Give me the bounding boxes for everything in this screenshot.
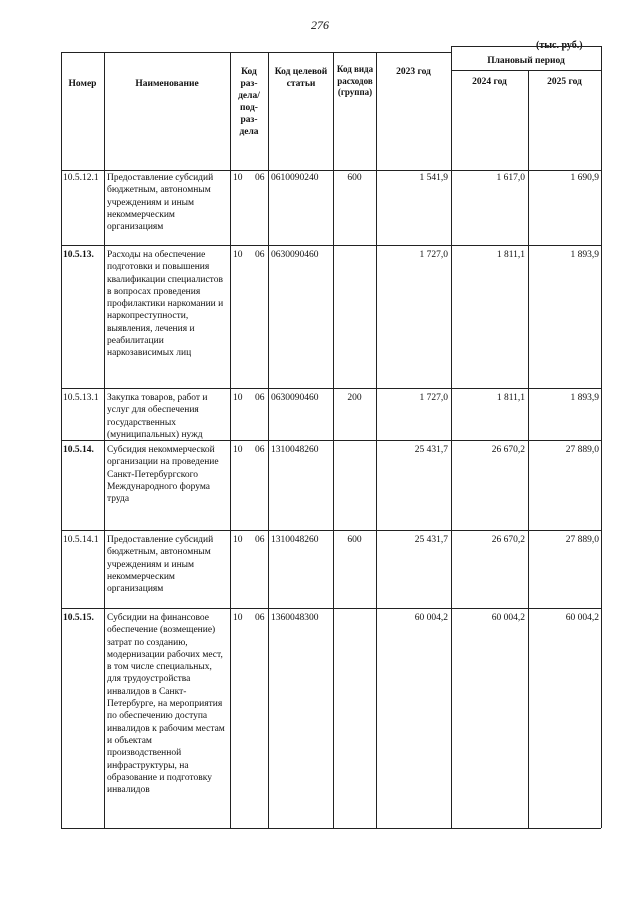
- row-type: 600: [347, 173, 362, 183]
- row-2025: 27 889,0: [565, 535, 599, 545]
- row-2023: 25 431,7: [414, 445, 448, 455]
- row-number: 10.5.15.: [63, 613, 94, 623]
- row-2025: 1 893,9: [570, 393, 599, 403]
- row-number: 10.5.14.1: [63, 535, 99, 545]
- row-2024: 1 811,1: [496, 250, 525, 260]
- row-number: 10.5.13.1: [63, 393, 99, 403]
- row-target: 0610090240: [271, 173, 319, 183]
- row-number: 10.5.13.: [63, 250, 94, 260]
- row-2023: 25 431,7: [414, 535, 448, 545]
- row-2024: 26 670,2: [491, 535, 525, 545]
- row-2025: 60 004,2: [565, 613, 599, 623]
- row-section: 10: [233, 173, 243, 183]
- row-2024: 1 811,1: [496, 393, 525, 403]
- header-planning-period: Плановый период: [487, 56, 565, 66]
- row-2025: 1 690,9: [570, 173, 599, 183]
- row-number: 10.5.14.: [63, 445, 94, 455]
- row-target: 1310048260: [271, 535, 319, 545]
- row-name: Субсидии на финансовое обеспечение (возмещение) затрат по созданию, модернизации рабочих мест, в том числе специальных, для трудоустройства инвалидов в Санкт-Петербурге, на мероприятия по обеспечению доступа инвалидов к рабочим местам и объектам производственной инфраструктуры, на образование и подготовку инвалидов: [107, 613, 225, 796]
- row-section: 10: [233, 393, 243, 403]
- row-section: 10: [233, 535, 243, 545]
- units-label: (тыс. руб.): [536, 40, 583, 51]
- row-section: 10: [233, 250, 243, 260]
- header-2024: 2024 год: [472, 77, 507, 87]
- row-name: Закупка товаров, работ и услуг для обеспечения государственных (муниципальных) нужд: [107, 393, 208, 440]
- row-2023: 1 727,0: [419, 393, 448, 403]
- header-name: Наименование: [135, 79, 199, 89]
- header-type: Код вида расходов (группа): [336, 64, 374, 97]
- header-2023: 2023 год: [396, 67, 431, 77]
- row-2025: 1 893,9: [570, 250, 599, 260]
- header-section: Код раз- дела/ под- раз- дела: [238, 67, 260, 137]
- row-subsection: 06: [255, 535, 265, 545]
- row-name: Расходы на обеспечение подготовки и повышения квалификации специалистов в вопросах проведения профилактики наркомании и наркопреступности, выявления, лечения и реабилитации наркозависимых лиц: [107, 250, 224, 359]
- row-target: 0630090460: [271, 250, 319, 260]
- row-subsection: 06: [255, 613, 265, 623]
- row-subsection: 06: [255, 173, 265, 183]
- header-target: Код целевой статьи: [274, 67, 328, 89]
- row-2024: 60 004,2: [491, 613, 525, 623]
- row-section: 10: [233, 445, 243, 455]
- row-section: 10: [233, 613, 243, 623]
- row-subsection: 06: [255, 250, 265, 260]
- row-subsection: 06: [255, 445, 265, 455]
- header-2025: 2025 год: [547, 77, 582, 87]
- row-name: Предоставление субсидий бюджетным, автономным учреждениям и иным некоммерческим организациям: [107, 173, 214, 233]
- row-number: 10.5.12.1: [63, 173, 99, 183]
- row-2023: 1 727,0: [419, 250, 448, 260]
- page-number: 276: [311, 18, 329, 32]
- row-type: 200: [347, 393, 362, 403]
- row-2025: 27 889,0: [565, 445, 599, 455]
- header-number: Номер: [68, 79, 97, 89]
- row-2024: 1 617,0: [496, 173, 525, 183]
- row-target: 1310048260: [271, 445, 319, 455]
- row-subsection: 06: [255, 393, 265, 403]
- row-type: 600: [347, 535, 362, 545]
- row-target: 1360048300: [271, 613, 319, 623]
- row-target: 0630090460: [271, 393, 319, 403]
- row-name: Предоставление субсидий бюджетным, автономным учреждениям и иным некоммерческим организациям: [107, 535, 214, 595]
- row-2024: 26 670,2: [491, 445, 525, 455]
- row-2023: 1 541,9: [419, 173, 448, 183]
- row-2023: 60 004,2: [414, 613, 448, 623]
- row-name: Субсидия некоммерческой организации на проведение Санкт-Петербургского Международного форума труда: [107, 445, 219, 505]
